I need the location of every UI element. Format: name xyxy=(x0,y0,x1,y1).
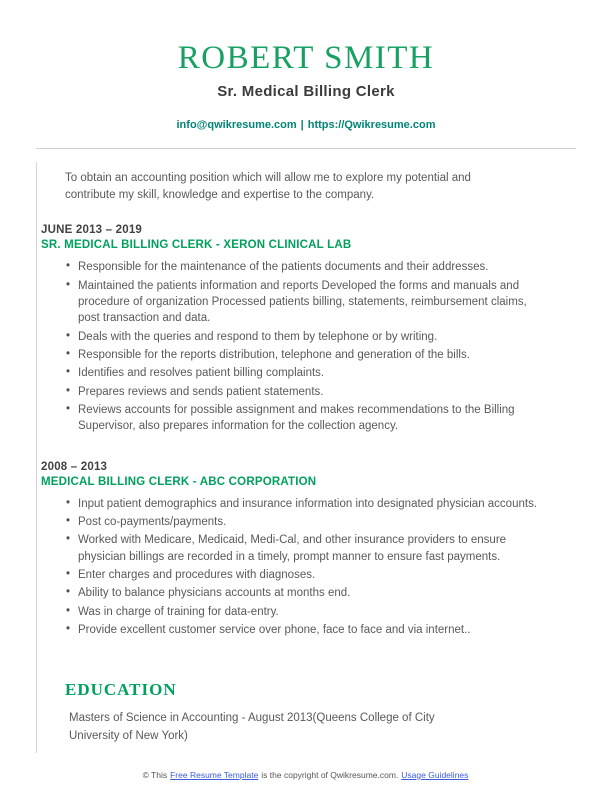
footer-copyright-prefix: © This xyxy=(142,770,168,780)
resume-header xyxy=(0,0,612,131)
bullet-item: • Maintained the patients information and reports Developed the forms and manuals and procedure of organization Processed patients billing, statements, reimbursement claims, post transaction and data. xyxy=(65,278,547,327)
contact-line xyxy=(0,119,612,131)
bullet-item: • Worked with Medicare, Medicaid, Medi-Cal, and other insurance providers to ensure physician billings are recorded in a timely, prompt manner to ensure fast payments. xyxy=(65,532,547,565)
bullet-item: • Post co-payments/payments. xyxy=(65,514,547,530)
experience-dates: JUNE 2013 – 2019 xyxy=(41,224,143,237)
header-divider xyxy=(36,148,576,149)
education-heading: EDUCATION xyxy=(65,680,177,700)
education-item: Masters of Science in Accounting - August 2013(Queens College of City University of New York) xyxy=(69,712,435,742)
bullet-item: • Responsible for the reports distribution, telephone and generation of the bills. xyxy=(65,347,547,363)
contact-separator: | xyxy=(300,119,304,131)
experience-heading: SR. MEDICAL BILLING CLERK - XERON CLINICAL LAB xyxy=(41,239,352,252)
usage-guidelines-link[interactable]: Usage Guidelines xyxy=(401,770,469,780)
bullet-item: • Deals with the queries and respond to them by telephone or by writing. xyxy=(65,329,547,345)
email-link[interactable]: info@qwikresume.com xyxy=(176,119,297,131)
experience-section-1 xyxy=(41,224,576,434)
bullet-item: • Ability to balance physicians accounts at months end. xyxy=(65,585,547,601)
bullet-item: • Reviews accounts for possible assignment and makes recommendations to the Billing Supervisor, also prepares information for the collection agency. xyxy=(65,402,547,435)
website-link[interactable]: https://Qwikresume.com xyxy=(307,119,436,131)
bullet-item: • Prepares reviews and sends patient statements. xyxy=(65,384,547,400)
free-resume-template-link[interactable]: Free Resume Template xyxy=(170,770,259,780)
experience-heading: MEDICAL BILLING CLERK - ABC CORPORATION xyxy=(41,475,317,488)
resume-body xyxy=(36,162,576,753)
experience-section-2 xyxy=(41,461,576,639)
bullet-item: • Provide excellent customer service over phone, face to face and via internet.. xyxy=(65,622,547,638)
education-section xyxy=(41,680,576,745)
bullet-item: • Enter charges and procedures with diagnoses. xyxy=(65,567,547,583)
bullet-item: • Responsible for the maintenance of the patients documents and their addresses. xyxy=(65,259,547,275)
experience-bullets xyxy=(41,259,547,434)
experience-bullets xyxy=(41,496,547,639)
bullet-item: • Identifies and resolves patient billing complaints. xyxy=(65,365,547,381)
objective-text: To obtain an accounting position which will allow me to explore my potential and contribute my skill, knowledge and expertise to the company. xyxy=(65,172,471,201)
footer xyxy=(0,770,612,780)
footer-copyright-middle: is the copyright of Qwikresume.com. xyxy=(261,770,399,780)
candidate-job-title: Sr. Medical Billing Clerk xyxy=(217,83,395,100)
experience-dates: 2008 – 2013 xyxy=(41,460,108,473)
candidate-name: ROBERT SMITH xyxy=(177,40,435,76)
bullet-item: • Input patient demographics and insurance information into designated physician accounts. xyxy=(65,496,547,512)
bullet-item: • Was in charge of training for data-entry. xyxy=(65,604,547,620)
